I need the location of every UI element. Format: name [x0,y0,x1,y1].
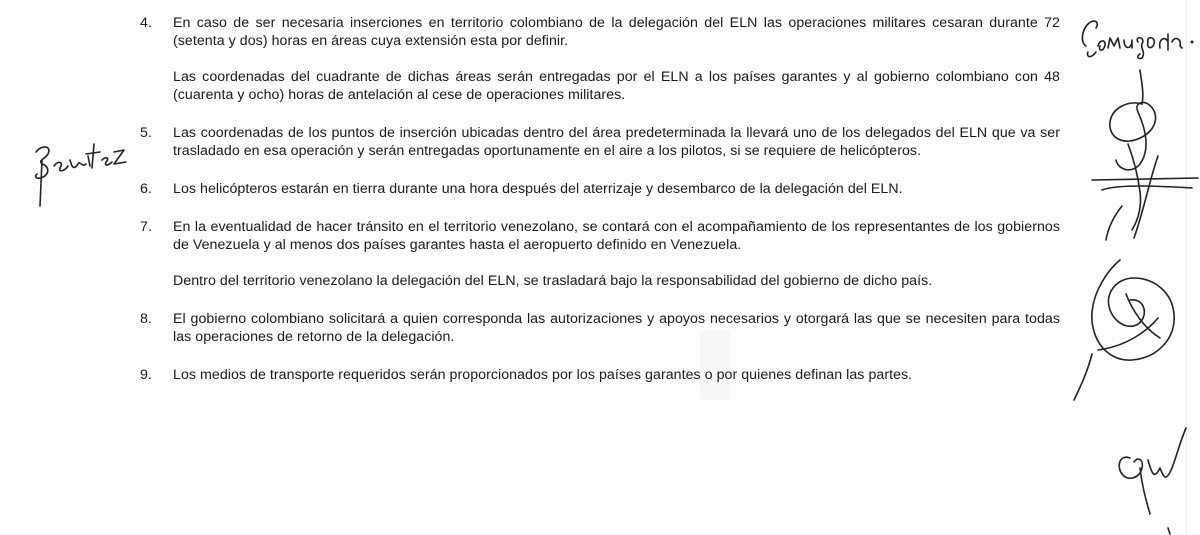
list-item-8 [140,310,1060,346]
list-item-4 [140,14,1060,50]
signature-right-2 [1068,250,1200,410]
item-text: El gobierno colombiano solicitará a quien corresponda las autorizaciones y apoyos necesarios y otorgará las que se necesiten para todas las operaciones de retorno de la delegación. [173,311,1060,345]
page-edge-line [1186,0,1187,535]
item-number: 7. [140,219,152,235]
item-text: En caso de ser necesaria inserciones en territorio colombiano de la delegación del ELN las operaciones militares cesaran durante 72 (setenta y dos) horas en áreas cuya extensión esta por definir. [173,15,1060,49]
signature-left [28,130,128,210]
item-paragraph: Dentro del territorio venezolano la delegación del ELN, se trasladará bajo la responsabilidad del gobierno de dicho país. [173,273,933,289]
document-body [140,14,1060,384]
item-paragraph: Las coordenadas del cuadrante de dichas áreas serán entregadas por el ELN a los países garantes y al gobierno colombiano con 48 (cuarenta y ocho) horas de antelación al cese de operaciones militares. [173,69,1060,103]
item-text: Las coordenadas de los puntos de inserción ubicadas dentro del área predeterminada la llevará uno de los delegados del ELN que va ser trasladado en esa operación y serán entregadas oportunamente en el aire a los pilotos, si se requiere de helicópteros. [173,125,1060,159]
list-item-6 [140,180,1060,198]
item-number: 5. [140,125,152,141]
signature-right-1 [1088,60,1200,250]
list-item-9 [140,366,1060,384]
item-number: 4. [140,15,152,31]
item-text: Los helicópteros estarán en tierra durante una hora después del aterrizaje y desembarco de la delegación del ELN. [173,181,903,197]
item-number: 8. [140,311,152,327]
list-item-7 [140,218,1060,254]
item-text: Los medios de transporte requeridos serán proporcionados por los países garantes o por quienes definan las partes. [173,367,913,383]
item-number: 9. [140,367,152,383]
list-item-5 [140,124,1060,160]
item-text: En la eventualidad de hacer tránsito en el territorio venezolano, se contará con el acompañamiento de los representantes de los gobiernos de Venezuela y al menos dos países garantes hasta el aeropuerto definido en Venezuela. [173,219,1060,253]
signature-top-right [1076,12,1200,62]
item-number: 6. [140,181,152,197]
